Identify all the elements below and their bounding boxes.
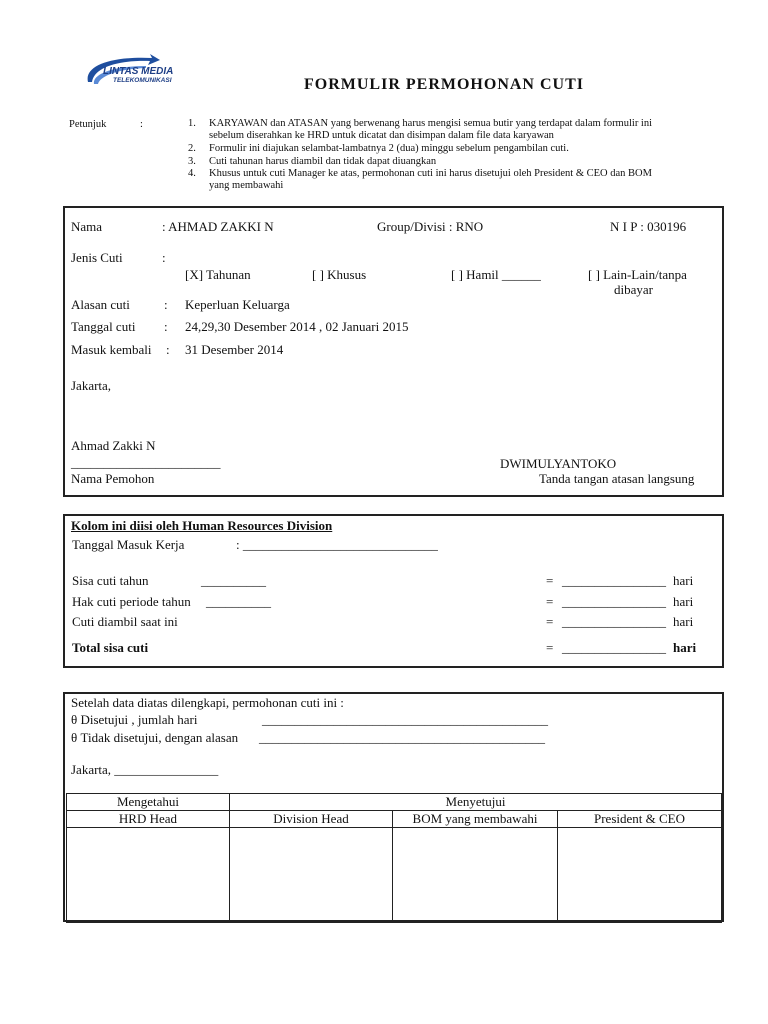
signature-space-row (67, 828, 722, 923)
signature-cell-hrd[interactable] (67, 828, 230, 923)
instruction-3-line1: Cuti tahunan harus diambil dan tidak dapat diuangkan (209, 156, 437, 167)
return-date-label: Masuk kembali (71, 342, 152, 357)
option-other-checkbox[interactable]: [ ] Lain-Lain/tanpa (588, 267, 687, 282)
remaining-leave-eq: = (546, 573, 554, 588)
instruction-3-num: 3. (188, 156, 196, 167)
signer-president-ceo: President & CEO (558, 811, 722, 828)
city-date: Jakarta, (71, 378, 112, 393)
approved-days-line[interactable]: ____________________________________________ (262, 712, 548, 727)
instructions-label: Petunjuk (69, 119, 107, 130)
remaining-leave-year-blank[interactable]: __________ (201, 573, 266, 588)
name-value[interactable]: : AHMAD ZAKKI N (162, 219, 274, 234)
return-date-value[interactable]: 31 Desember 2014 (185, 342, 284, 357)
instruction-1-line1: KARYAWAN dan ATASAN yang berwenang harus mengisi semua butir yang terdapat dalam formulir ini (209, 118, 653, 129)
applicant-signature-line: _______________________ (71, 455, 221, 470)
reason-label: Alasan cuti (71, 297, 130, 312)
rejected-reason-line[interactable]: ____________________________________________ (259, 730, 545, 745)
option-other-line2: dibayar (614, 282, 653, 297)
supervisor-caption: Tanda tangan atasan langsung (539, 471, 695, 486)
form-title: FORMULIR PERMOHONAN CUTI (304, 76, 584, 93)
signature-cell-bom[interactable] (393, 828, 558, 923)
leave-date-colon: : (164, 319, 168, 334)
approve-header: Menyetujui (230, 794, 722, 811)
entitlement-value[interactable]: ________________ (562, 594, 666, 609)
return-date-colon: : (166, 342, 170, 357)
leave-date-label: Tanggal cuti (71, 319, 136, 334)
instruction-2-line1: Formulir ini diajukan selambat-lambatnya 2 (dua) minggu sebelum pengambilan cuti. (209, 143, 569, 154)
remaining-leave-value[interactable]: ________________ (562, 573, 666, 588)
signer-title-row (67, 811, 722, 828)
signature-header-row (67, 794, 722, 811)
signature-cell-division[interactable] (230, 828, 393, 923)
signature-table (66, 793, 722, 923)
approved-option[interactable]: θ Disetujui , jumlah hari (71, 712, 198, 727)
nip-field[interactable]: N I P : 030196 (610, 219, 687, 234)
instruction-4-num: 4. (188, 168, 196, 179)
total-leave-unit: hari (673, 640, 697, 655)
remaining-leave-unit: hari (673, 573, 694, 588)
entitlement-unit: hari (673, 594, 694, 609)
entitlement-label: Hak cuti periode tahun (72, 594, 191, 609)
applicant-caption: Nama Pemohon (71, 471, 155, 486)
signer-hrd-head: HRD Head (67, 811, 230, 828)
join-date-label: Tanggal Masuk Kerja (72, 537, 185, 552)
approval-intro: Setelah data diatas dilengkapi, permohonan cuti ini : (71, 695, 344, 710)
taken-leave-eq: = (546, 614, 554, 629)
logo-text-sub: TELEKOMUNIKASI (113, 77, 172, 84)
signer-division-head: Division Head (230, 811, 393, 828)
taken-leave-unit: hari (673, 614, 694, 629)
hr-heading: Kolom ini diisi oleh Human Resources Division (71, 518, 333, 533)
name-label: Nama (71, 219, 103, 234)
total-leave-label: Total sisa cuti (72, 640, 149, 655)
rejected-option[interactable]: θ Tidak disetujui, dengan alasan (71, 730, 239, 745)
instructions-colon: : (140, 119, 143, 130)
supervisor-name: DWIMULYANTOKO (500, 456, 617, 471)
instruction-1-line2: sebelum diserahkan ke HRD untuk dicatat dan disimpan dalam file data karyawan (209, 130, 554, 141)
group-division[interactable]: Group/Divisi : RNO (377, 219, 484, 234)
signature-cell-ceo[interactable] (558, 828, 722, 923)
leave-type-colon: : (162, 250, 166, 265)
remaining-leave-label: Sisa cuti tahun (72, 573, 149, 588)
total-leave-value[interactable]: ________________ (562, 640, 666, 655)
leave-date-value[interactable]: 24,29,30 Desember 2014 , 02 Januari 2015 (185, 319, 409, 334)
instruction-4-line2: yang membawahi (209, 180, 284, 191)
applicant-signature-name: Ahmad Zakki N (71, 438, 156, 453)
taken-leave-value[interactable]: ________________ (562, 614, 666, 629)
reason-value[interactable]: Keperluan Keluarga (185, 297, 290, 312)
total-leave-eq: = (546, 640, 554, 655)
known-header: Mengetahui (67, 794, 230, 811)
entitlement-eq: = (546, 594, 554, 609)
reason-colon: : (164, 297, 168, 312)
join-date-value[interactable]: : ______________________________ (236, 537, 438, 552)
leave-type-label: Jenis Cuti (71, 250, 123, 265)
taken-leave-label: Cuti diambil saat ini (72, 614, 178, 629)
option-special-checkbox[interactable]: [ ] Khusus (312, 267, 367, 282)
option-maternity-checkbox[interactable]: [ ] Hamil ______ (451, 267, 541, 282)
approval-city-date[interactable]: Jakarta, ________________ (71, 762, 219, 777)
logo-text-main: LINTAS MEDIA (103, 66, 174, 77)
signer-bom: BOM yang membawahi (393, 811, 558, 828)
instruction-4-line1: Khusus untuk cuti Manager ke atas, permohonan cuti ini harus disetujui oleh President & CEO dan BOM (209, 168, 652, 179)
option-annual-checkbox[interactable]: [X] Tahunan (185, 267, 251, 282)
instruction-1-num: 1. (188, 118, 196, 129)
entitlement-year-blank[interactable]: __________ (206, 594, 271, 609)
instruction-2-num: 2. (188, 143, 196, 154)
